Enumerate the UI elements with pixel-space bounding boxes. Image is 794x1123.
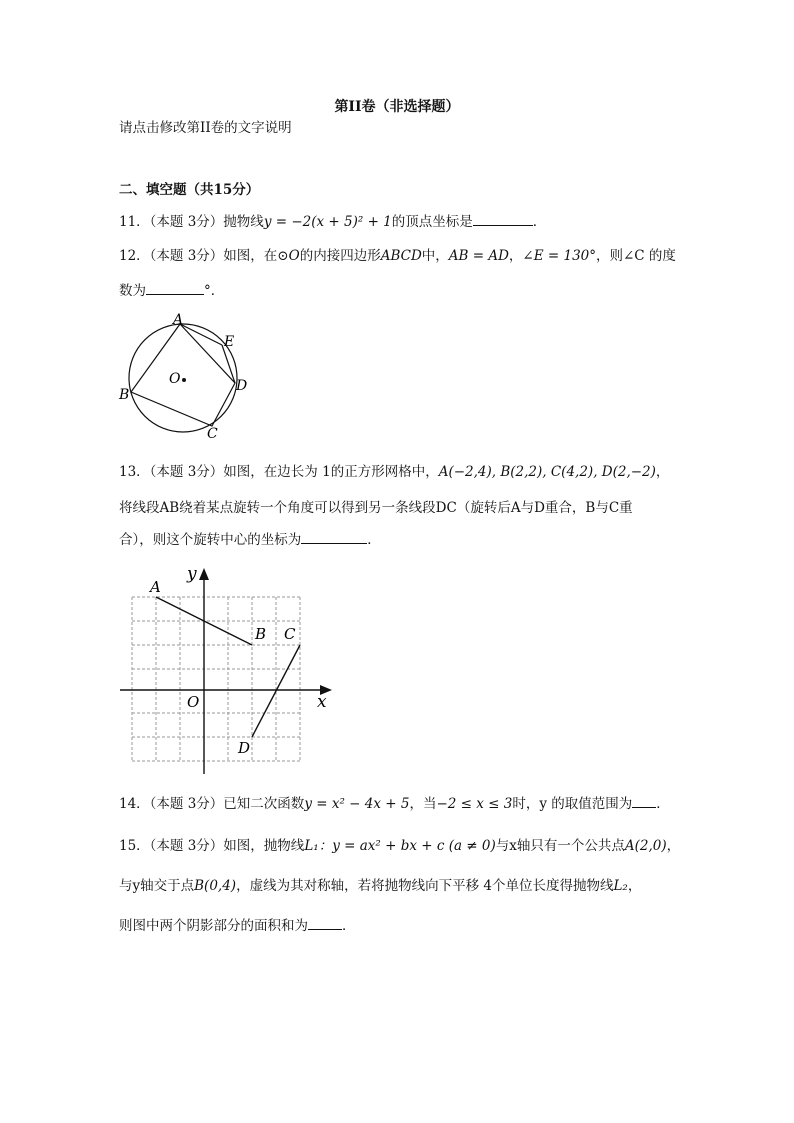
- question-11: [119, 211, 546, 232]
- question-15-line2: [119, 876, 641, 896]
- q13-line3-end: ．: [367, 532, 381, 548]
- label-b: B: [119, 387, 130, 403]
- edit-hint[interactable]: 请点击修改第II卷的文字说明: [119, 120, 292, 136]
- q11-end: ．: [532, 214, 547, 230]
- question-14: [119, 793, 670, 814]
- label-d: D: [236, 378, 248, 394]
- label-o: O: [187, 693, 200, 711]
- q13-line3-prefix: 合），则这个旋转中心的坐标为: [119, 532, 302, 548]
- q12-cond2: ∠E = 130°: [522, 248, 596, 264]
- q12-cond1: AB = AD: [448, 248, 509, 264]
- question-15-line1: [119, 836, 680, 856]
- question-13-line3: [119, 529, 381, 550]
- label-c: C: [207, 426, 218, 440]
- q14-range: −2 ≤ x ≤ 3: [436, 796, 513, 812]
- q12-circle-o: O: [288, 248, 300, 264]
- label-a: A: [150, 578, 161, 596]
- quadrilateral-abcd: [131, 324, 235, 426]
- q14-formula: y = x² − 4x + 5: [304, 796, 410, 812]
- q14-prefix: 14．（本题 3分）已知二次函数: [119, 796, 305, 812]
- label-e: E: [224, 334, 235, 350]
- q13-answer-blank[interactable]: [301, 529, 367, 544]
- circle-o: [129, 324, 237, 432]
- q15-point-b: B(0,4): [194, 878, 237, 894]
- q13-points: A(−2,4), B(2,2), C(4,2), D(2,−2): [438, 464, 656, 480]
- q13-figure: [112, 560, 342, 780]
- q11-answer-blank[interactable]: [473, 211, 533, 226]
- q15-curve: L₁: [304, 838, 319, 854]
- question-12-line2: [119, 280, 224, 301]
- q14-mid: ，当: [409, 796, 437, 812]
- question-12-line1: 12．（本题 3分）如图，在⊙O的内接四边形ABCD中，AB = AD，∠E = 130°，则∠C 的度: [119, 248, 676, 264]
- q15-formula: ：y = ax² + bx + c (a ≠ 0): [318, 838, 496, 854]
- y-axis-arrow: [199, 568, 209, 580]
- q12-answer-blank[interactable]: [146, 280, 204, 295]
- section-title: 第II卷（非选择题）: [334, 99, 460, 115]
- label-x: x: [317, 692, 327, 712]
- q11-formula: y = −2(x + 5)² + 1: [263, 214, 392, 230]
- q15-line2-end: ，: [627, 878, 642, 894]
- q15-line2-prefix: 与y轴交于点: [119, 878, 195, 894]
- q15-answer-blank[interactable]: [308, 915, 342, 930]
- label-a: A: [173, 312, 184, 328]
- segment-ed: [222, 345, 235, 383]
- q12-figure: [112, 308, 262, 440]
- q14-end: ．: [656, 796, 670, 812]
- q11-prefix: 11．（本题 3分）抛物线: [119, 214, 264, 230]
- question-15-line3: [119, 915, 356, 936]
- label-o: O: [169, 371, 181, 387]
- grid: [132, 597, 300, 761]
- q15-point-a: A(2,0): [624, 838, 667, 854]
- q15-line3-prefix: 则图中两个阴影部分的面积和为: [119, 918, 308, 934]
- q12-line1-end: ，则∠C 的度: [596, 248, 676, 264]
- label-b: B: [255, 625, 267, 643]
- label-y: y: [187, 564, 197, 584]
- q14-suffix: 时，y 的取值范围为: [512, 796, 633, 812]
- q15-line1-end: ，: [666, 838, 681, 854]
- q15-line1-mid: 与x轴只有一个公共点: [495, 838, 625, 854]
- label-c: C: [284, 625, 296, 643]
- q11-suffix: 的顶点坐标是: [391, 214, 473, 230]
- q12-line1-mid2: 中，: [421, 248, 449, 264]
- q15-curve2: L₂: [613, 878, 628, 894]
- question-13-line1: [119, 462, 669, 482]
- q12-quad: ABCD: [380, 248, 422, 264]
- q12-line1-mid: 的内接四边形: [299, 248, 381, 264]
- q12-line2-end: °．: [204, 283, 225, 299]
- center-dot: [182, 378, 186, 382]
- q14-answer-blank[interactable]: [632, 793, 656, 808]
- q12-line2-prefix: 数为: [119, 283, 146, 299]
- q13-line1-end: ，: [655, 464, 670, 480]
- question-13-line2: 将线段AB绕着某点旋转一个角度可以得到另一条线段DC（旋转后A与D重合，B与C重: [119, 500, 633, 516]
- label-d: D: [238, 739, 251, 757]
- q13-line1-prefix: 13．（本题 3分）如图，在边长为 1的正方形网格中，: [119, 464, 439, 480]
- q15-line3-end: ．: [342, 918, 356, 934]
- q15-line1-prefix: 15．（本题 3分）如图，抛物线: [119, 838, 305, 854]
- section-heading: 二、填空题（共15分）: [119, 182, 260, 198]
- q15-line2-mid: ，虚线为其对称轴，若将抛物线向下平移 4个单位长度得抛物线: [236, 878, 614, 894]
- q12-line1-prefix: 12．（本题 3分）如图，在⊙: [119, 248, 289, 264]
